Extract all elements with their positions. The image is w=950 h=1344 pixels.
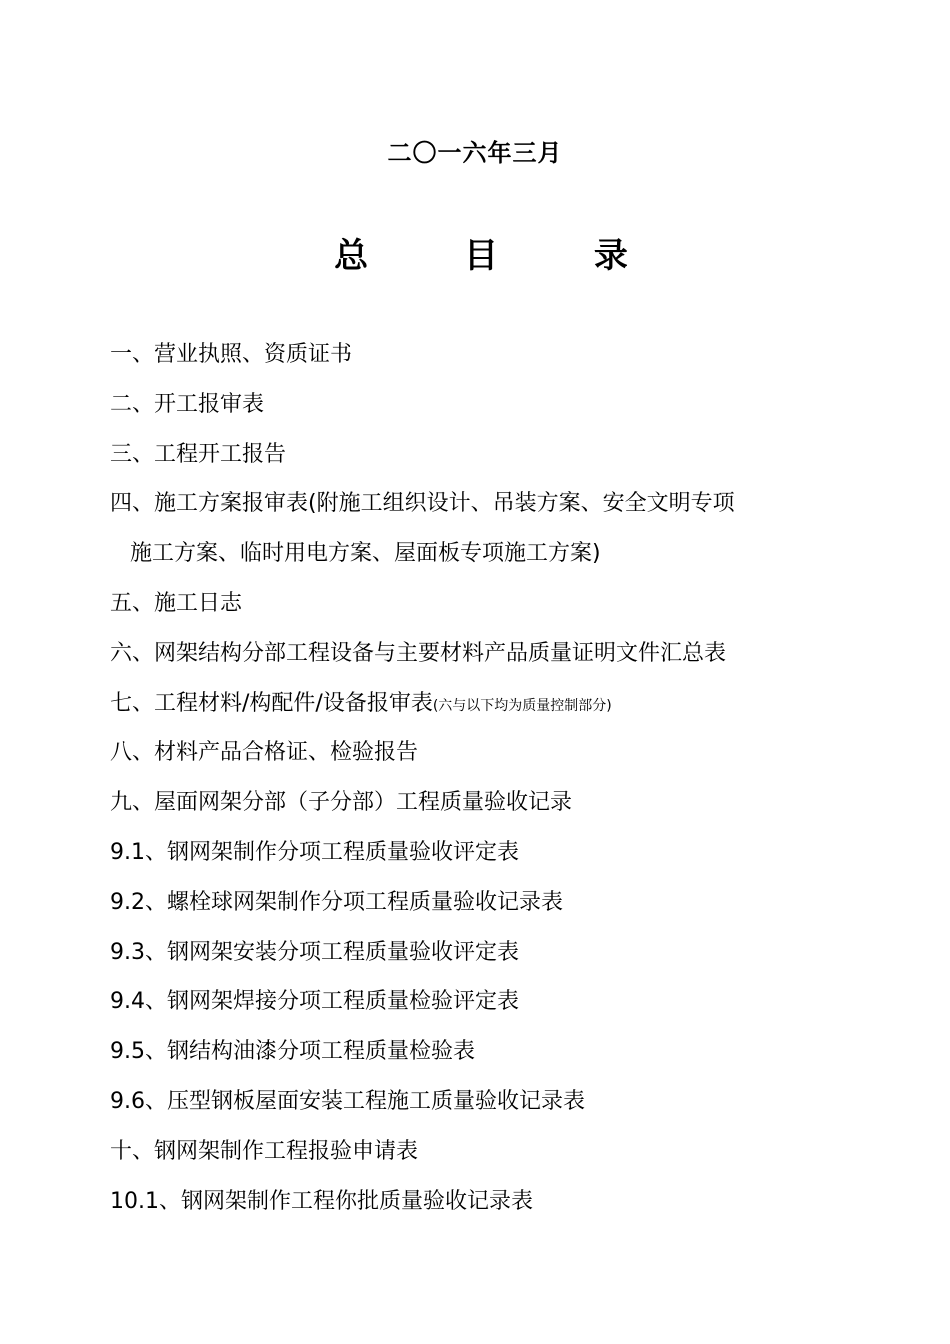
toc-item-text: 九、屋面网架分部（子分部）工程质量验收记录 xyxy=(110,790,573,816)
toc-item-text: 9.2、螺栓球网架制作分项工程质量验收记录表 xyxy=(110,889,563,915)
toc-item xyxy=(110,679,830,729)
toc-item xyxy=(110,1027,830,1077)
toc-item xyxy=(110,977,830,1027)
toc-item-text: 一、营业执照、资质证书 xyxy=(110,342,353,367)
toc-item-text: 9.6、压型钢板屋面安装工程施工质量验收记录表 xyxy=(110,1088,585,1114)
toc-item xyxy=(110,629,830,679)
toc-item-text: 10.1、钢网架制作工程你批质量验收记录表 xyxy=(110,1188,533,1214)
toc-item xyxy=(110,430,830,480)
toc-item-text: 八、材料产品合格证、检验报告 xyxy=(110,740,419,766)
toc-item-text: 9.4、钢网架焊接分项工程质量检验评定表 xyxy=(110,989,519,1015)
toc-item-text: 二、开工报审表 xyxy=(110,391,265,417)
toc-item xyxy=(110,479,830,529)
toc-item xyxy=(110,1177,830,1227)
toc-item-text: 五、施工日志 xyxy=(110,590,243,616)
document-date: 二〇一六年三月 xyxy=(387,139,563,167)
toc-item-text: 七、工程材料/构配件/设备报审表 xyxy=(110,690,433,716)
toc-item xyxy=(110,330,830,380)
toc-item xyxy=(110,1127,830,1177)
toc-item-note: (六与以下均为质量控制部分) xyxy=(432,697,612,714)
toc-item xyxy=(110,728,830,778)
toc-item xyxy=(110,828,830,878)
toc-item-text: 9.1、钢网架制作分项工程质量验收评定表 xyxy=(110,839,519,865)
toc-item-text: 施工方案、临时用电方案、屋面板专项施工方案) xyxy=(130,541,601,567)
toc-item xyxy=(110,778,830,828)
toc-title: 总 目 录 xyxy=(334,236,670,276)
toc-item xyxy=(110,380,830,430)
toc-item xyxy=(110,579,830,629)
toc-item xyxy=(110,1077,830,1127)
toc-item xyxy=(110,878,830,928)
toc-item-text: 十、钢网架制作工程报验申请表 xyxy=(110,1138,419,1164)
toc-item-text: 9.3、钢网架安装分项工程质量验收评定表 xyxy=(110,939,519,965)
toc-list xyxy=(110,330,830,1226)
toc-item-text: 9.5、钢结构油漆分项工程质量检验表 xyxy=(110,1039,475,1065)
toc-item-continuation xyxy=(110,529,830,579)
toc-item xyxy=(110,928,830,978)
toc-item-text: 四、施工方案报审表(附施工组织设计、吊装方案、安全文明专项 xyxy=(110,491,735,517)
toc-item-text: 六、网架结构分部工程设备与主要材料产品质量证明文件汇总表 xyxy=(110,640,727,666)
toc-item-text: 三、工程开工报告 xyxy=(110,441,287,467)
